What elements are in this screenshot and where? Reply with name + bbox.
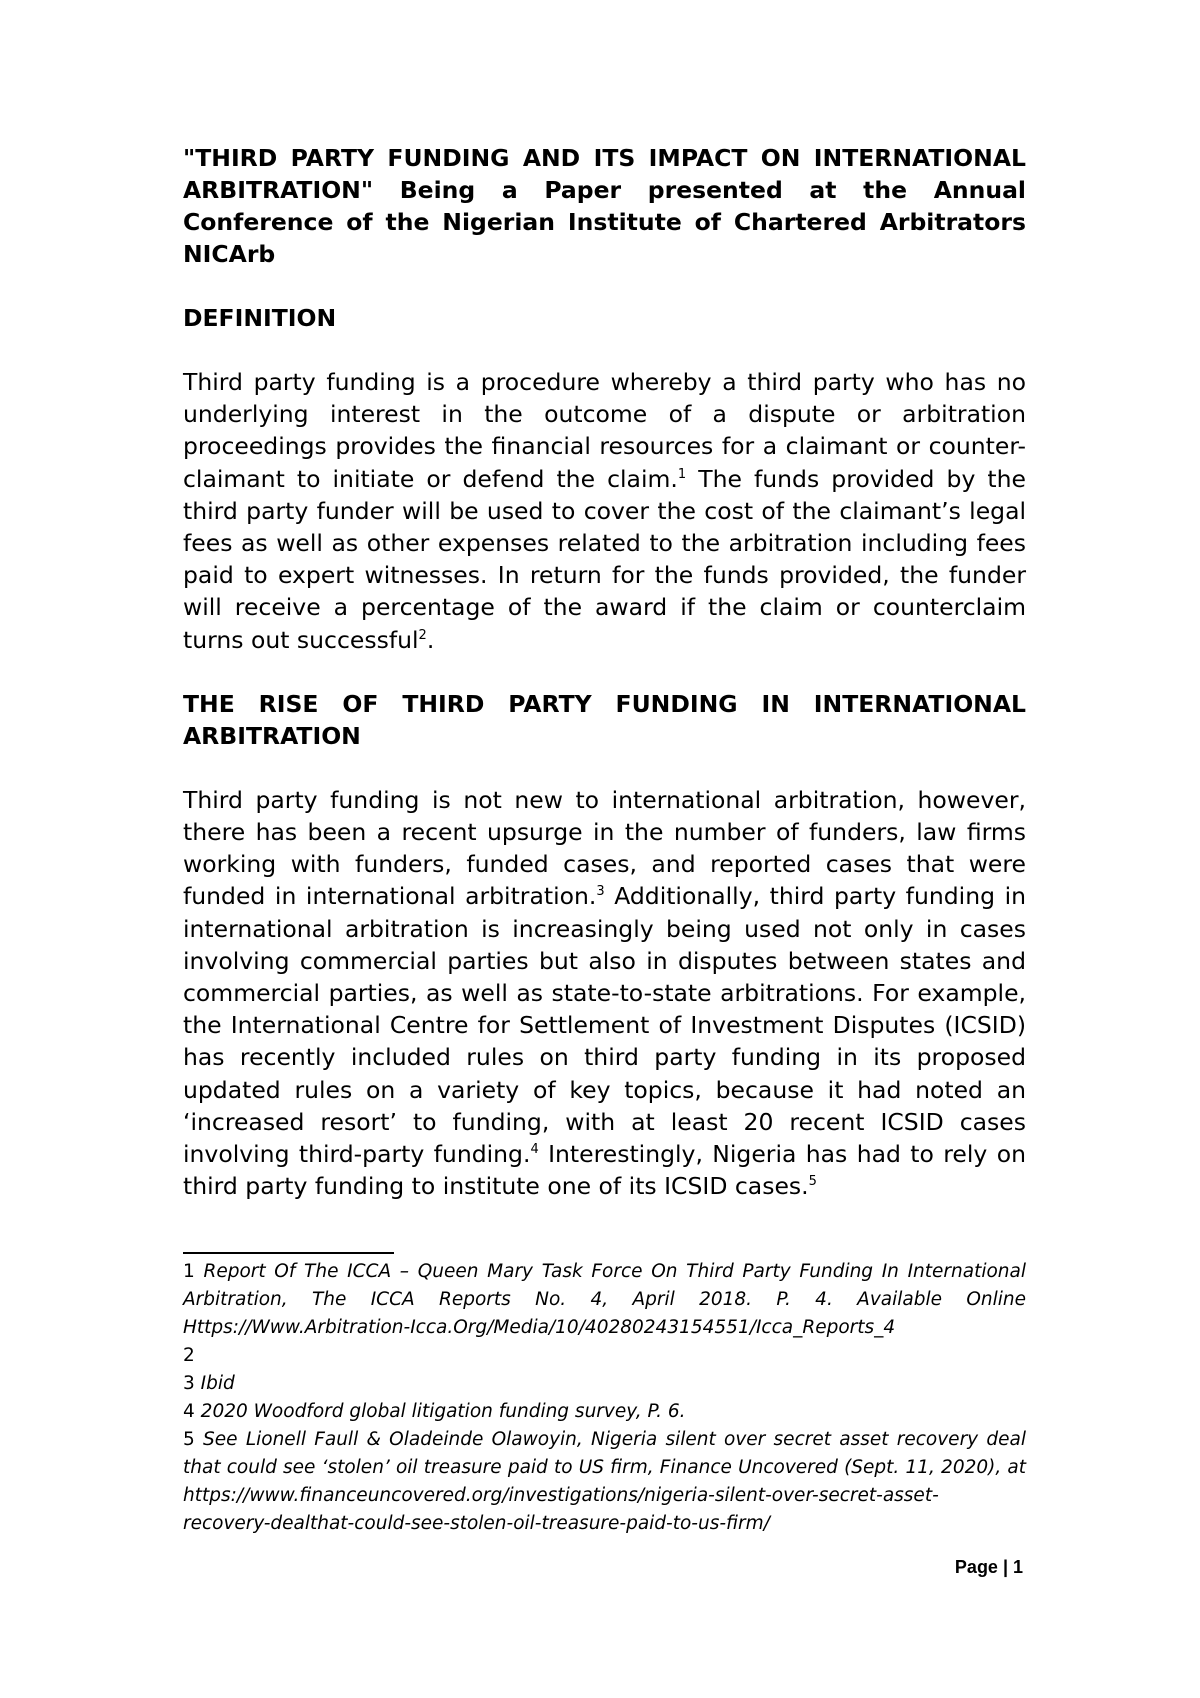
- page-number: Page | 1: [954, 1557, 1023, 1577]
- paragraph-text: The funds provided by the third party funder will be used to cover the cost of the claimant’s legal fees as well as other expenses related to the arbitration including fees paid to expert witnesses. In return for the funds provided, the funder will receive a percentage of the award if the claim or counterclaim turns out successful: [183, 464, 1026, 654]
- footnote-3: [183, 1370, 1026, 1398]
- footnotes: [183, 1258, 1026, 1538]
- footnote-number: 2: [183, 1345, 195, 1366]
- footnote-text: Ibid: [200, 1373, 235, 1394]
- footnote-ref-2: 2: [418, 627, 427, 643]
- section-heading-rise: THE RISE OF THIRD PARTY FUNDING IN INTERNATIONAL ARBITRATION: [183, 689, 1026, 750]
- footnote-ref-3: 3: [596, 884, 605, 900]
- footnote-number: 4: [183, 1401, 195, 1422]
- paragraph-text: .: [426, 625, 435, 654]
- footnote-1: [183, 1258, 1026, 1342]
- footnote-text: Report Of The ICCA – Queen Mary Task Force On Third Party Funding In International Arbitration, The ICCA Reports No. 4, April 2018. P. 4. Available Online Https://Www.Arbitration-Icca.Org/Media/10/40280243154551/Icca_Reports_4: [183, 1261, 1026, 1338]
- footnote-number: 1: [183, 1261, 195, 1282]
- paragraph-text: Third party funding is a procedure whereby a third party who has no underlying interest in the outcome of a dispute or arbitration proceedings provides the financial resources for a claimant or counter-claimant to initiate or defend the claim.: [183, 368, 1026, 493]
- section-heading-definition: DEFINITION: [183, 304, 337, 332]
- footnote-separator: [183, 1252, 394, 1254]
- footnote-text: See Lionell Faull & Oladeinde Olawoyin, Nigeria silent over secret asset recovery deal that could see ‘stolen’ oil treasure paid to US firm, Finance Uncovered (Sept. 11, 2020), at https://www.financeuncovered.org/investigations/nigeria-silent-over-secret-asset-recovery-dealthat-could-see-stolen-oil-treasure-paid-to-us-firm/: [183, 1429, 1026, 1534]
- footnote-number: 5: [183, 1429, 195, 1450]
- footnote-2: [183, 1342, 1026, 1370]
- paragraph-text: Additionally, third party funding in international arbitration is increasingly being used not only in cases involving commercial parties but also in disputes between states and commercial parties, as well as state-to-state arbitrations. For example, the International Centre for Settlement of Investment Disputes (ICSID) has recently included rules on third party funding in its proposed updated rules on a variety of key topics, because it had noted an ‘increased resort’ to funding, with at least 20 recent ICSID cases involving third-party funding.: [183, 882, 1026, 1169]
- document-body: [183, 142, 1026, 1202]
- footnote-text: 2020 Woodford global litigation funding survey, P. 6.: [200, 1401, 686, 1422]
- footnote-number: 3: [183, 1373, 195, 1394]
- definition-paragraph: [183, 366, 1026, 656]
- paragraph-text: Third party funding is not new to international arbitration, however, there has been a recent upsurge in the number of funders, law firms working with funders, funded cases, and reported cases that were funded in international arbitration.: [183, 785, 1026, 911]
- footnote-4: [183, 1398, 1026, 1426]
- footnote-ref-5: 5: [808, 1174, 817, 1190]
- rise-paragraph: [183, 784, 1026, 1203]
- footnote-ref-4: 4: [530, 1142, 539, 1158]
- footnote-ref-1: 1: [677, 466, 687, 482]
- document-title: "THIRD PARTY FUNDING AND ITS IMPACT ON INTERNATIONAL ARBITRATION" Being a Paper presented at the Annual Conference of the Nigerian Institute of Chartered Arbitrators NICArb: [183, 144, 1026, 268]
- footnote-5: [183, 1426, 1026, 1538]
- paragraph-text: Interestingly, Nigeria has had to rely on third party funding to institute one of its ICSID cases.: [183, 1140, 1026, 1201]
